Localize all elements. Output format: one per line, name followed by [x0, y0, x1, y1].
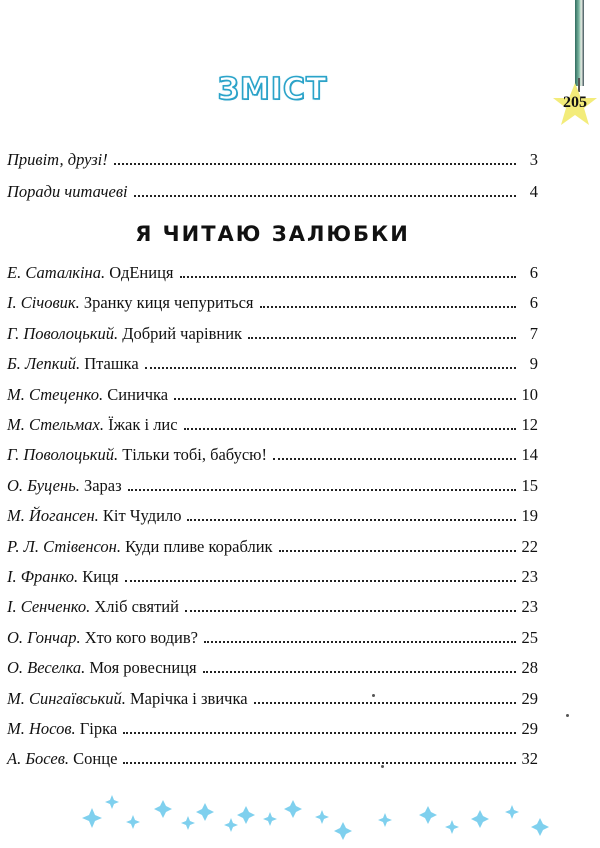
entry-text	[7, 324, 242, 344]
toc-entry	[7, 687, 538, 709]
entry-text	[7, 445, 267, 465]
entry-page: 10	[521, 385, 538, 404]
section-heading: Я ЧИТАЮ ЗАЛЮБКИ	[135, 222, 410, 246]
dot-leader	[260, 306, 517, 308]
toc-entry	[7, 656, 538, 678]
toc-entry	[7, 626, 538, 648]
entry-page: 19	[521, 506, 538, 525]
entry-title: Моя ровесниця	[89, 658, 197, 677]
entry-title: ОдЕниця	[109, 263, 174, 282]
dot-leader	[123, 762, 515, 764]
entry-author: І. Сенченко.	[7, 597, 91, 616]
entry-page: 6	[529, 263, 538, 282]
entry-text	[7, 597, 179, 617]
entry-page: 4	[529, 182, 538, 201]
toc-entry	[7, 535, 538, 557]
entry-title: Сонце	[73, 749, 118, 768]
toc-entry	[7, 565, 538, 587]
page-number-star	[552, 82, 598, 128]
entry-title: Їжак і лис	[108, 415, 178, 434]
entry-title: Куди пливе кораблик	[125, 537, 273, 556]
print-speck	[372, 694, 375, 697]
entry-title: Синичка	[107, 385, 169, 404]
entry-title: Гірка	[79, 719, 118, 738]
entry-author: Б. Лепкий.	[7, 354, 81, 373]
entry-author: М. Стеценко.	[7, 385, 104, 404]
dot-leader	[114, 163, 516, 165]
dot-leader	[128, 489, 516, 491]
entry-title: Хто кого водив?	[84, 628, 199, 647]
dot-leader	[125, 580, 516, 582]
entry-text	[7, 415, 178, 435]
entry-title: Хліб святий	[94, 597, 179, 616]
entry-author: О. Буцень.	[7, 476, 80, 495]
entry-title: Зранку киця чепуриться	[83, 293, 254, 312]
entry-text	[7, 263, 174, 283]
entry-page: 32	[521, 749, 538, 768]
entry-page: 23	[521, 597, 538, 616]
entry-author: Р. Л. Стівенсон.	[7, 537, 121, 556]
entry-title: Кіт Чудило	[102, 506, 182, 525]
bookmark-ribbon	[575, 0, 584, 86]
entry-author: А. Босев.	[7, 749, 70, 768]
entry-author: О. Веселка.	[7, 658, 86, 677]
entry-page: 14	[521, 445, 538, 464]
dot-leader	[145, 367, 516, 369]
dot-leader	[184, 428, 516, 430]
entry-title: Пташка	[84, 354, 139, 373]
entry-author: М. Стельмах.	[7, 415, 104, 434]
entry-text	[7, 537, 273, 557]
entry-title: Тільки тобі, бабусю!	[122, 445, 267, 464]
entry-page: 15	[521, 476, 538, 495]
entry-author: О. Гончар.	[7, 628, 81, 647]
entry-text	[7, 506, 181, 526]
entry-page: 22	[521, 537, 538, 556]
entry-page: 23	[521, 567, 538, 586]
entry-title: Привіт, друзі!	[7, 150, 108, 169]
entry-text	[7, 293, 254, 313]
entry-text	[7, 719, 117, 739]
entry-title: Добрий чарівник	[122, 324, 243, 343]
entry-text	[7, 385, 168, 405]
entry-page: 6	[529, 293, 538, 312]
entry-author: Е. Саталкіна.	[7, 263, 106, 282]
dot-leader	[254, 702, 516, 704]
page-title: ЗМІСТ	[217, 72, 328, 107]
page-number: 205	[563, 94, 587, 111]
dot-leader	[187, 519, 515, 521]
toc-entry	[7, 595, 538, 617]
entry-author: І. Франко.	[7, 567, 79, 586]
entry-author: М. Носов.	[7, 719, 76, 738]
entry-page: 3	[529, 150, 538, 169]
toc-entry	[7, 443, 538, 465]
entry-page: 12	[521, 415, 538, 434]
entry-text	[7, 689, 248, 709]
toc-entry-reader-tips	[7, 180, 538, 202]
dot-leader	[273, 458, 516, 460]
entry-page: 29	[521, 719, 538, 738]
dot-leader	[123, 732, 515, 734]
toc-entry	[7, 504, 538, 526]
entry-author: Г. Поволоцький.	[7, 445, 119, 464]
entry-author: І. Січовик.	[7, 293, 80, 312]
entry-author: М. Йогансен.	[7, 506, 99, 525]
toc-entry	[7, 717, 538, 739]
dot-leader	[180, 276, 516, 278]
entry-page: 7	[529, 324, 538, 343]
decorative-sparkles	[0, 780, 600, 848]
entry-title: Зараз	[83, 476, 122, 495]
entry-author: Г. Поволоцький.	[7, 324, 119, 343]
dot-leader	[174, 398, 515, 400]
entry-text	[7, 567, 119, 587]
toc-entry-greeting	[7, 148, 538, 170]
dot-leader	[204, 641, 515, 643]
toc-entry	[7, 474, 538, 496]
entry-text	[7, 628, 198, 648]
toc-entry	[7, 322, 538, 344]
entry-text	[7, 354, 139, 374]
entry-text	[7, 476, 122, 496]
entry-page: 28	[521, 658, 538, 677]
toc-entry	[7, 291, 538, 313]
entry-text	[7, 749, 117, 769]
toc-entry	[7, 413, 538, 435]
dot-leader	[248, 337, 516, 339]
entry-title: Киця	[82, 567, 119, 586]
entry-page: 9	[529, 354, 538, 373]
dot-leader	[279, 550, 516, 552]
toc-entry	[7, 747, 538, 769]
dot-leader	[203, 671, 516, 673]
toc-entry	[7, 352, 538, 374]
entry-page: 25	[521, 628, 538, 647]
dot-leader	[134, 195, 516, 197]
entry-page: 29	[521, 689, 538, 708]
toc-entry	[7, 261, 538, 283]
entry-author: М. Сингаївський.	[7, 689, 126, 708]
print-speck	[566, 714, 569, 717]
entry-text	[7, 658, 197, 678]
entry-title: Марічка і звичка	[129, 689, 248, 708]
toc-entry	[7, 383, 538, 405]
dot-leader	[185, 610, 516, 612]
entry-title: Поради читачеві	[7, 182, 128, 201]
print-speck	[381, 765, 384, 768]
